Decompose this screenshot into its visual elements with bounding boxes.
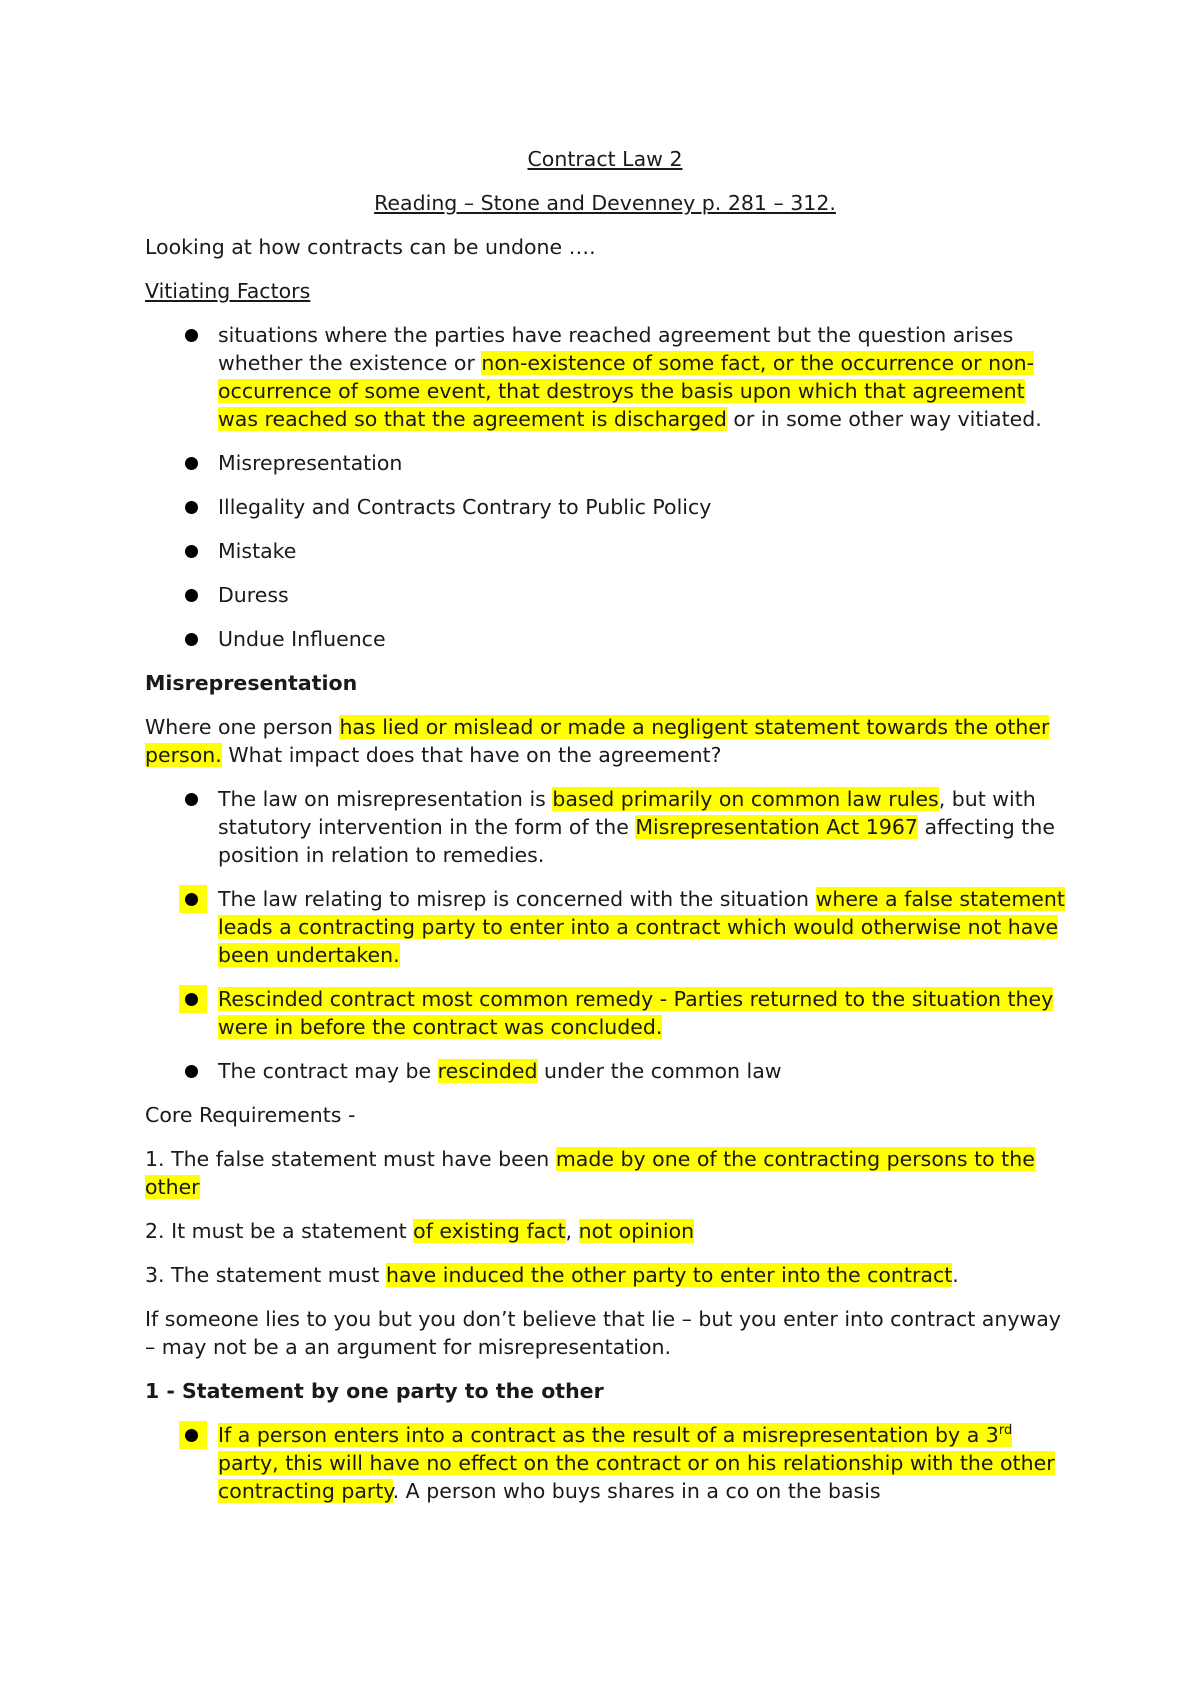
- bullet-icon: [185, 589, 198, 602]
- highlight: has lied or mislead or made a negligent statement towards the other person.: [145, 715, 1050, 767]
- list-item: Undue Influence: [145, 625, 1065, 653]
- misrepresentation-intro: Where one person has lied or mislead or made a negligent statement towards the other person. What impact does that have on the agreement?: [145, 715, 1050, 767]
- highlight: based primarily on common law rules: [552, 787, 939, 811]
- bullet-icon: [185, 893, 198, 906]
- misrepresentation-heading: Misrepresentation: [145, 671, 358, 695]
- highlight: Misrepresentation Act 1967: [635, 815, 918, 839]
- requirement-1: 1. The false statement must have been made by one of the contracting persons to the other: [145, 1147, 1035, 1199]
- list-item: Misrepresentation: [145, 449, 1065, 477]
- highlight: have induced the other party to enter into the contract: [385, 1263, 953, 1287]
- highlight: If a person enters into a contract as the result of a misrepresentation by a 3rd party, this will have no effect on the contract or on his relationship with the other contracting party: [218, 1423, 1055, 1503]
- highlight: rescinded: [437, 1059, 538, 1083]
- list-item: Duress: [145, 581, 1065, 609]
- list-item: The law relating to misrep is concerned with the situation where a false statement leads a contracting party to enter into a contract which would otherwise not have been undertaken.: [145, 885, 1065, 969]
- misrepresentation-list: [145, 785, 1065, 1085]
- section-1-list: [145, 1421, 1065, 1505]
- list-item: Mistake: [145, 537, 1065, 565]
- lie-paragraph: If someone lies to you but you don’t believe that lie – but you enter into contract anyway – may not be a an argument for misrepresentation.: [145, 1307, 1061, 1359]
- requirement-2: 2. It must be a statement of existing fact, not opinion: [145, 1219, 695, 1243]
- bullet-icon: [185, 1065, 198, 1078]
- bullet-icon: [185, 545, 198, 558]
- list-item: The contract may be rescinded under the common law: [145, 1057, 1065, 1085]
- highlight: made by one of the contracting persons to the other: [145, 1147, 1035, 1199]
- highlight: where a false statement leads a contracting party to enter into a contract which would otherwise not have been undertaken.: [218, 887, 1065, 967]
- bullet-icon: [185, 1429, 198, 1442]
- list-item: If a person enters into a contract as the result of a misrepresentation by a 3rd party, this will have no effect on the contract or on his relationship with the other contracting party. A person who buys shares in a co on the basis: [145, 1421, 1065, 1505]
- reading-reference: Reading – Stone and Devenney p. 281 – 312.: [374, 191, 836, 215]
- list-item: Illegality and Contracts Contrary to Public Policy: [145, 493, 1065, 521]
- bullet-icon: [185, 501, 198, 514]
- bullet-icon: [185, 993, 198, 1006]
- highlight: non-existence of some fact, or the occurrence or non-occurrence of some event, that destroys the basis upon which that agreement was reached so that the agreement is discharged: [218, 351, 1035, 431]
- list-item: [145, 985, 1065, 1041]
- highlight: Rescinded contract most common remedy - Parties returned to the situation they were in before the contract was concluded.: [218, 987, 1054, 1039]
- list-item: The law on misrepresentation is based primarily on common law rules, but with statutory intervention in the form of the Misrepresentation Act 1967 affecting the position in relation to remedies.: [145, 785, 1065, 869]
- list-item: situations where the parties have reached agreement but the question arises whether the existence or non-existence of some fact, or the occurrence or non-occurrence of some event, that destroys the basis upon which that agreement was reached so that the agreement is discharged or in some other way vitiated.: [145, 321, 1065, 433]
- vitiating-factors-heading: Vitiating Factors: [145, 279, 311, 303]
- core-requirements-heading: Core Requirements -: [145, 1103, 356, 1127]
- section-1-heading: 1 - Statement by one party to the other: [145, 1379, 604, 1403]
- requirement-3: 3. The statement must have induced the other party to enter into the contract.: [145, 1263, 959, 1287]
- document-title: Contract Law 2: [527, 147, 683, 171]
- highlight: of existing fact: [413, 1219, 566, 1243]
- document-body: [145, 145, 1065, 1521]
- bullet-icon: [185, 793, 198, 806]
- bullet-icon: [185, 633, 198, 646]
- bullet-icon: [185, 457, 198, 470]
- vitiating-factors-list: [145, 321, 1065, 653]
- intro-text: Looking at how contracts can be undone ….: [145, 235, 596, 259]
- highlight: not opinion: [578, 1219, 695, 1243]
- bullet-icon: [185, 329, 198, 342]
